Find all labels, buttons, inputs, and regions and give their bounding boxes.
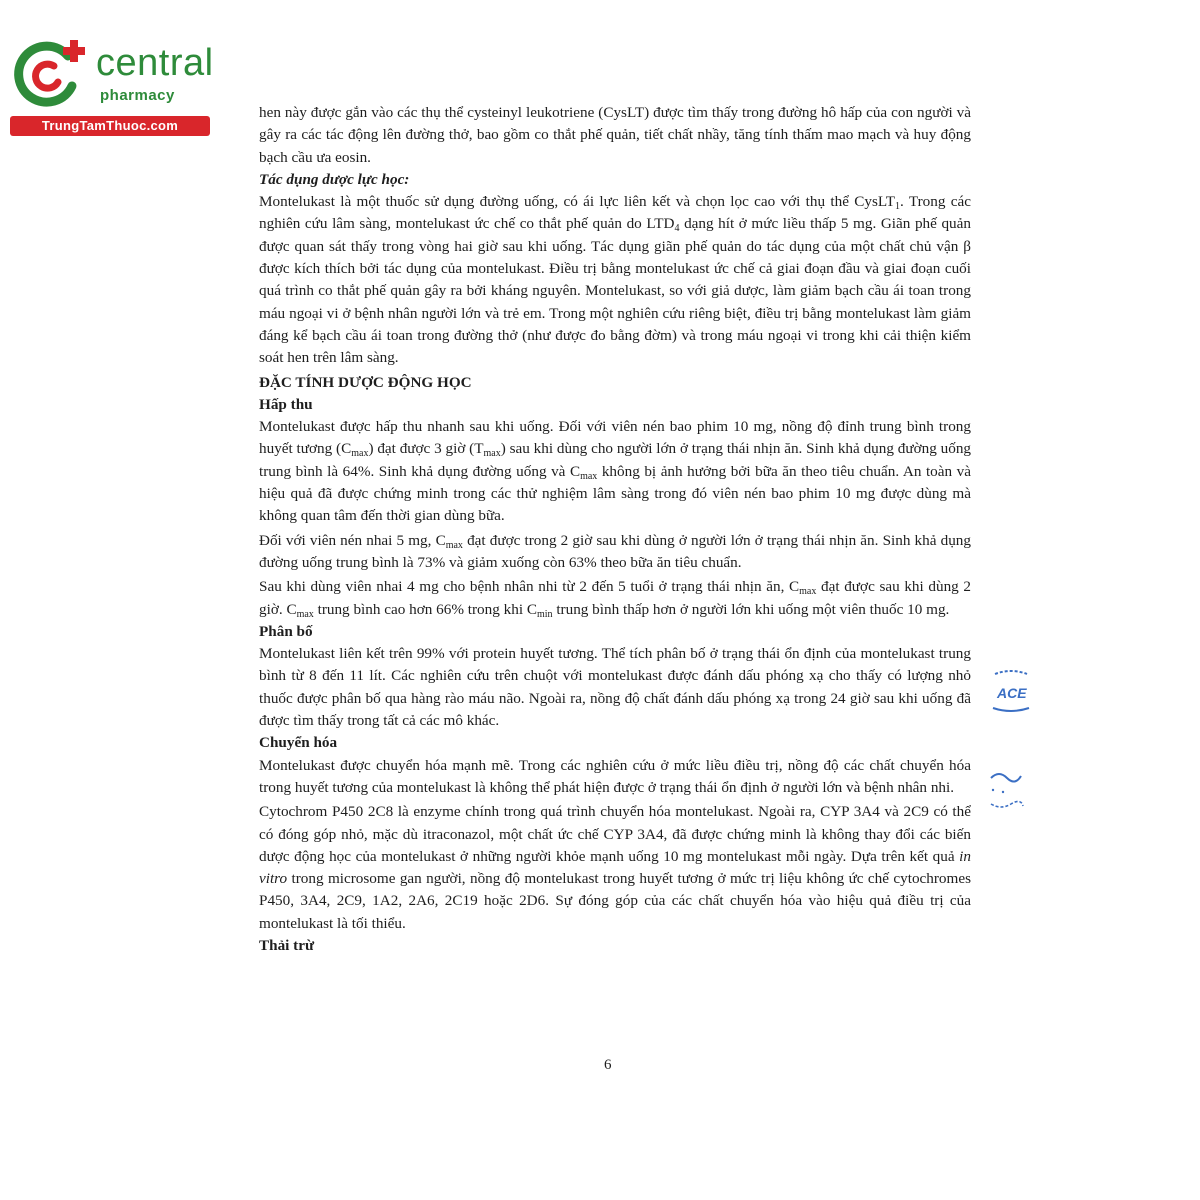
- logo-brand-subtext: pharmacy: [100, 87, 175, 104]
- page-number: 6: [604, 1057, 612, 1073]
- document-body: [259, 102, 971, 957]
- paragraph-absorption-3: Sau khi dùng viên nhai 4 mg cho bệnh nhân nhi từ 2 đến 5 tuổi ở trạng thái nhịn ăn, $C_{max}$ đạt được sau khi dùng 2 giờ. $C_{max}$ trung bình cao hơn 66% trong khi $C_{min}$ trung bình thấp hơn ở người lớn khi uống một viên thuốc 10 mg.: [259, 578, 971, 620]
- paragraph-metabolism-2: Cytochrom P450 2C8 là enzyme chính trong quá trình chuyển hóa montelukast. Ngoài ra, CYP 3A4 và 2C9 có thể có đóng góp nhỏ, mặc dù itraconazol, một chất ức chế CYP 3A4, đã được chứng minh là không thay đổi các biến dược động học của montelukast ở những người khỏe mạnh uống 10 mg montelukast mỗi ngày. Dựa trên kết quả in vitro trong microsome gan người, nồng độ montelukast trong huyết tương ở mức trị liệu không ức chế cytochromes P450, 3A4, 2C9, 1A2, 2A6, 2C19 hoặc 2D6. Sự đóng góp của các chất chuyển hóa vào hiệu quả điều trị của montelukast là tối thiểu.: [259, 803, 971, 932]
- paragraph-distribution: Montelukast liên kết trên 99% với protein huyết tương. Thể tích phân bố ở trạng thái ổn định của montelukast trung bình từ 8 đến 11 lít. Các nghiên cứu trên chuột với montelukast được đánh dấu phóng xạ cho thấy có lượng nhỏ thuốc được phân bố qua hàng rào máu não. Ngoài ra, nồng độ chất đánh dấu phóng xạ trong 24 giờ sau khi uống đã được tìm thấy trong tất cả các mô khác.: [259, 645, 971, 730]
- logo-website-banner: TrungTamThuoc.com: [10, 116, 210, 136]
- heading-metabolism: Chuyển hóa: [259, 734, 338, 752]
- paragraph-absorption-1: Montelukast được hấp thu nhanh sau khi uống. Đối với viên nén bao phim 10 mg, nồng độ đỉnh trung bình trong huyết tương $(C_{max})$ đạt được 3 giờ $(T_{max})$ sau khi dùng cho người lớn ở trạng thái nhịn ăn. Sinh khả dụng đường uống trung bình là 64%. Sinh khả dụng đường uống và $C_{max}$ không bị ảnh hưởng bởi bữa ăn theo tiêu chuẩn. An toàn và hiệu quả đã được chứng minh trong các thử nghiệm lâm sàng trong đó viên nén bao phim 10 mg được dùng mà không quan tâm đến thời gian dùng bữa.: [259, 418, 972, 525]
- paragraph-metabolism-1: Montelukast được chuyển hóa mạnh mẽ. Trong các nghiên cứu ở mức liều điều trị, nồng độ các chất chuyển hóa trong huyết tương của montelukast là không thể phát hiện được ở trạng thái ổn định ở người lớn và bệnh nhân nhi.: [259, 756, 971, 796]
- paragraph-pharmacodynamics: Montelukast là một thuốc sử dụng đường uống, có ái lực liên kết và chọn lọc cao với thụ thể CysLT$_1$. Trong các nghiên cứu lâm sàng, montelukast ức chế co thắt phế quản do $LTD_4$ dạng hít ở mức liều thấp 5 mg. Giãn phế quản được quan sát thấy trong vòng hai giờ sau khi uống. Tác dụng giãn phế quản do tác dụng của một chất chủ vận β được kích thích bởi tác dụng của montelukast. Điều trị bằng montelukast ức chế cả giai đoạn đầu và giai đoạn cuối quá trình co thắt phế quản gây ra bởi kháng nguyên. Montelukast, so với giả dược, làm giảm bạch cầu ái toan trong máu ngoại vi ở bệnh nhân người lớn và trẻ em. Trong một nghiên cứu riêng biệt, điều trị bằng montelukast làm giảm đáng kể bạch cầu ái toan trong đường thở (như được đo bằng đờm) và trong máu ngoại vi trong khi cải thiện kiểm soát hen trên lâm sàng.: [259, 193, 971, 367]
- central-logo-mark-icon: [10, 36, 94, 114]
- heading-absorption: Hấp thu: [259, 395, 313, 413]
- heading-pharmacodynamics: Tác dụng dược lực học:: [259, 170, 410, 188]
- paragraph-absorption-2: Đối với viên nén nhai 5 mg, $C_{max}$ đạt được trong 2 giờ sau khi dùng ở người lớn ở trạng thái nhịn ăn. Sinh khả dụng đường uống trung bình là 73% và giảm xuống còn 63% theo bữa ăn tiêu chuẩn.: [259, 531, 971, 571]
- stamp-text: ACE: [997, 685, 1027, 701]
- heading-distribution: Phân bố: [259, 622, 313, 640]
- heading-pharmacokinetics: ĐẶC TÍNH DƯỢC ĐỘNG HỌC: [259, 373, 472, 391]
- heading-elimination: Thải trừ: [259, 936, 315, 954]
- logo-brand-text: central: [96, 42, 214, 84]
- stamp-fragment-wave: [987, 768, 1025, 814]
- stamp-fragment-ace: [991, 668, 1031, 716]
- paragraph-leukotriene-intro: hen này được gắn vào các thụ thể cysteinyl leukotriene (CysLT) được tìm thấy trong đường hô hấp của con người và gây ra các tác động lên đường thở, bao gồm co thắt phế quản, tiết chất nhầy, tăng tính thấm mao mạch và huy động bạch cầu ưa eosin.: [259, 104, 971, 166]
- central-pharmacy-logo: [10, 36, 215, 138]
